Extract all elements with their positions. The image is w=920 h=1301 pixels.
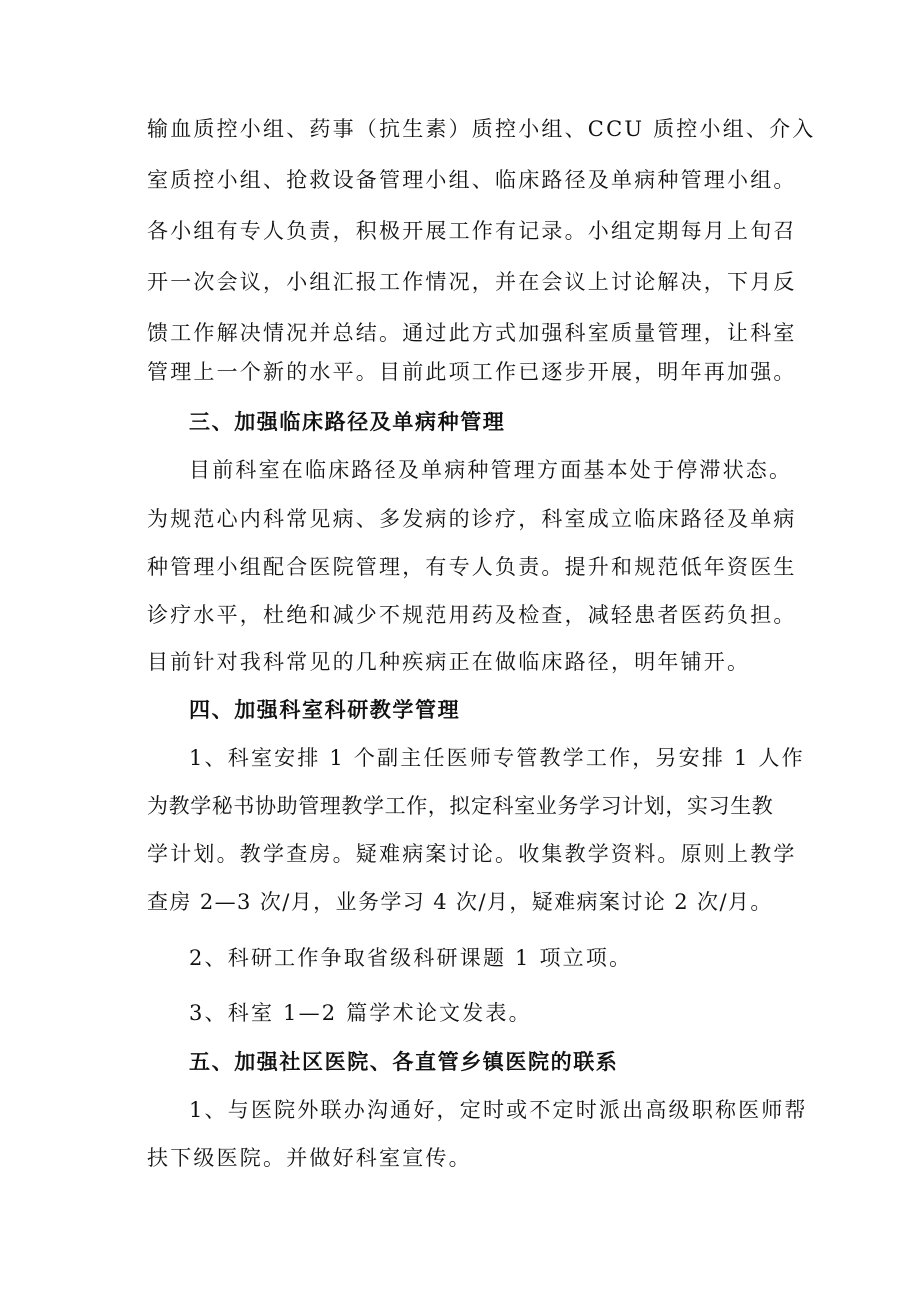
paragraph-line: 室质控小组、抢救设备管理小组、临床路径及单病种管理小组。 <box>147 168 797 192</box>
paragraph-line: 1、与医院外联办沟通好，定时或不定时派出高级职称医师帮 <box>189 1098 808 1122</box>
section-heading-5: 五、加强社区医院、各直管乡镇医院的联系 <box>189 1050 619 1074</box>
paragraph-line: 开一次会议，小组汇报工作情况，并在会议上讨论解决，下月反 <box>147 270 797 294</box>
paragraph-line: 各小组有专人负责，积极开展工作有记录。小组定期每月上旬召 <box>147 219 797 243</box>
paragraph-line: 输血质控小组、药事（抗生素）质控小组、CCU 质控小组、介入 <box>147 117 816 141</box>
paragraph-line: 3、科室 1—2 篇学术论文发表。 <box>189 1001 532 1025</box>
paragraph-line: 种管理小组配合医院管理，有专人负责。提升和规范低年资医生 <box>147 555 797 579</box>
paragraph-line: 目前科室在临床路径及单病种管理方面基本处于停滞状态。 <box>189 458 793 482</box>
paragraph-line: 扶下级医院。并做好科室宣传。 <box>147 1146 472 1170</box>
paragraph-line: 馈工作解决情况并总结。通过此方式加强科室质量管理，让科室 <box>147 321 797 345</box>
paragraph-line: 管理上一个新的水平。目前此项工作已逐步开展，明年再加强。 <box>147 360 797 384</box>
paragraph-line: 为教学秘书协助管理教学工作，拟定科室业务学习计划，实习生教 <box>147 794 774 818</box>
paragraph-line: 为规范心内科常见病、多发病的诊疗，科室成立临床路径及单病 <box>147 507 797 531</box>
paragraph-line: 1、科室安排 1 个副主任医师专管教学工作，另安排 1 人作 <box>189 746 805 770</box>
paragraph-line: 诊疗水平，杜绝和减少不规范用药及检查，减轻患者医药负担。 <box>147 603 797 627</box>
section-heading-3: 三、加强临床路径及单病种管理 <box>189 410 506 434</box>
paragraph-line: 学计划。教学查房。疑难病案讨论。收集教学资料。原则上教学 <box>147 842 797 866</box>
paragraph-line: 目前针对我科常见的几种疾病正在做临床路径，明年铺开。 <box>147 650 751 674</box>
section-heading-4: 四、加强科室科研教学管理 <box>189 698 461 722</box>
paragraph-line: 2、科研工作争取省级科研课题 1 项立项。 <box>189 946 633 970</box>
paragraph-line: 查房 2—3 次/月，业务学习 4 次/月，疑难病案讨论 2 次/月。 <box>147 890 773 914</box>
